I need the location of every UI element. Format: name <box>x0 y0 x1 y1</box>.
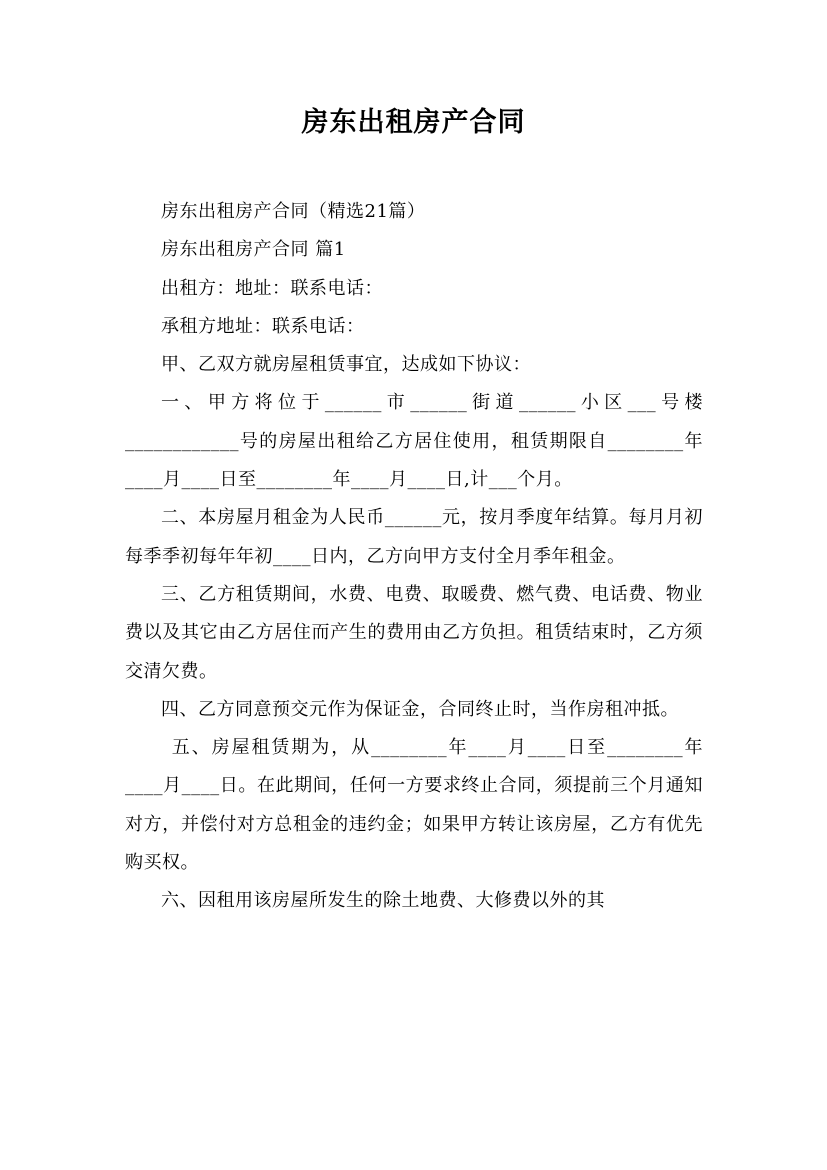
paragraph-lessor-info: 出租方：地址：联系电话： <box>161 277 383 299</box>
paragraph-heading-collection: 房东出租房产合同（精选21篇） <box>161 201 426 222</box>
paragraph-clause-4: 四、乙方同意预交元作为保证金，合同终止时，当作房租冲抵。 <box>161 698 679 720</box>
paragraph-clause-5: 五、房屋租赁期为，从________年____月____日至________年____月____日。在此期间，任何一方要求终止合同，须提前三个月通知对方，并偿付对方总租金的违约金；如果甲方转让该房屋，乙方有优先购买权。 <box>125 737 703 874</box>
paragraph-lessee-info: 承租方地址：联系电话： <box>161 315 365 337</box>
document-body <box>125 193 703 921</box>
paragraph-clause-6: 六、因租用该房屋所发生的除土地费、大修费以外的其 <box>161 890 605 912</box>
paragraph-clause-2: 二、本房屋月租金为人民币______元，按月季度年结算。每月月初每季季初每年年初____日内，乙方向甲方支付全月季年租金。 <box>125 507 703 567</box>
paragraph-agreement-intro: 甲、乙双方就房屋租赁事宜，达成如下协议： <box>161 354 531 376</box>
document-title: 房东出租房产合同 <box>301 107 526 138</box>
paragraph-clause-3: 三、乙方租赁期间，水费、电费、取暖费、燃气费、电话费、物业费以及其它由乙方居住而产生的费用由乙方负担。租赁结束时，乙方须交清欠费。 <box>125 583 703 682</box>
paragraph-heading-section-1: 房东出租房产合同 篇1 <box>161 239 346 261</box>
paragraph-clause-1: 一、甲方将位于______市______街道______小区___号楼____________号的房屋出租给乙方居住使用，租赁期限自________年____月____日至________年____月____日,计___个月。 <box>125 392 703 491</box>
